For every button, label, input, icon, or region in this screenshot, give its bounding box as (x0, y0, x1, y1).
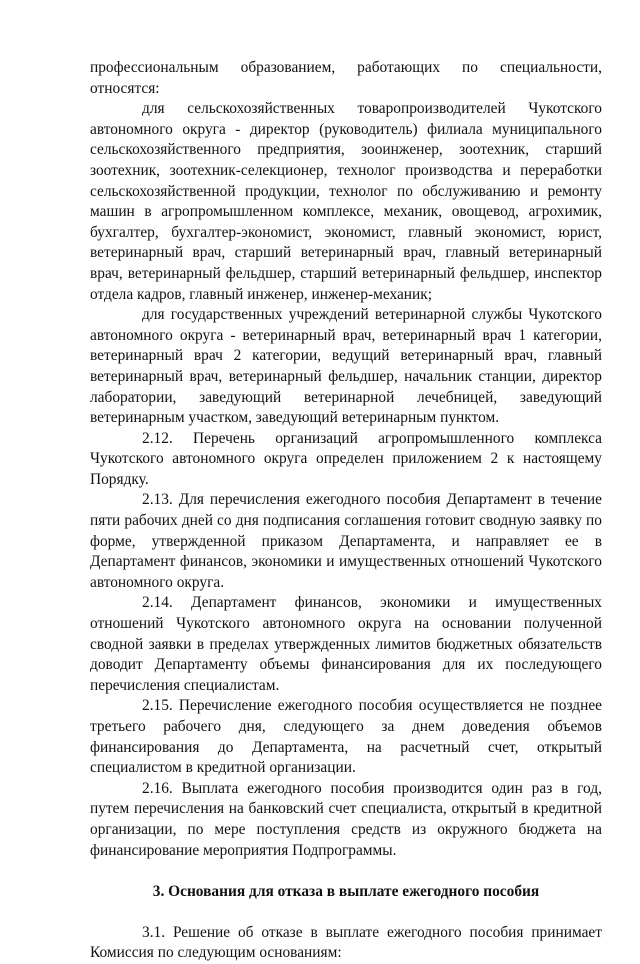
paragraph-3-1: 3.1. Решение об отказе в выплате ежегодного пособия принимает Комиссия по следующим основаниям: (90, 923, 602, 962)
paragraph-2-14: 2.14. Департамент финансов, экономики и имущественных отношений Чукотского автономного округа на основании полученной сводной заявки в пределах утвержденных лимитов бюджетных обязательств доводит Департаменту объемы финансирования для их последующего перечисления специалистам. (90, 594, 602, 694)
paragraph-agricultural-producers: для сельскохозяйственных товаропроизводителей Чукотского автономного округа - директор (руководитель) филиала муниципального сельскохозяйственного предприятия, зооинженер, зоотехник, старший зоотехник, зоотехник-селекционер, технолог производства и переработки сельскохозяйственной продукции, технолог по обслуживанию и ремонту машин в агропромышленном комплексе, механик, овощевод, агрохимик, бухгалтер, бухгалтер-экономист, экономист, главный экономист, юрист, ветеринарный врач, старший ветеринарный врач, главный ветеринарный врач, ветеринарный фельдшер, старший ветеринарный фельдшер, инспектор отдела кадров, главный инженер, инженер-механик; (90, 100, 602, 303)
section-heading: 3. Основания для отказа в выплате ежегодного пособия (152, 883, 540, 901)
paragraph-2-12: 2.12. Перечень организаций агропромышленного комплекса Чукотского автономного округа определен приложением 2 к настоящему Порядку. (90, 429, 602, 488)
document-page (90, 58, 602, 964)
paragraph-intro-continuation: профессиональным образованием, работающих по специальности, относятся: (90, 59, 602, 97)
paragraph-veterinary-institutions: для государственных учреждений ветеринарной службы Чукотского автономного округа - ветеринарный врач, ветеринарный врач 1 категории, ветеринарный врач 2 категории, ведущий ветеринарный врач, главный ветеринарный врач, ветеринарный фельдшер, начальник станции, директор лаборатории, заведующий ветеринарной лечебницей, заведующий ветеринарным участком, заведующий ветеринарным пунктом. (90, 306, 602, 427)
paragraph-2-15: 2.15. Перечисление ежегодного пособия осуществляется не позднее третьего рабочего дня, следующего за днем доведения объемов финансирования до Департамента, на расчетный счет, открытый специалистом в кредитной организации. (90, 697, 602, 777)
paragraph-2-16: 2.16. Выплата ежегодного пособия производится один раз в год, путем перечисления на банковский счет специалиста, открытый в кредитной организации, по мере поступления средств из окружного бюджета на финансирование мероприятия Подпрограммы. (90, 779, 602, 859)
paragraph-2-13: 2.13. Для перечисления ежегодного пособия Департамент в течение пяти рабочих дней со дня подписания соглашения готовит сводную заявку по форме, утвержденной приказом Департамента, и направляет ее в Департамент финансов, экономики и имущественных отношений Чукотского автономного округа. (90, 491, 602, 591)
